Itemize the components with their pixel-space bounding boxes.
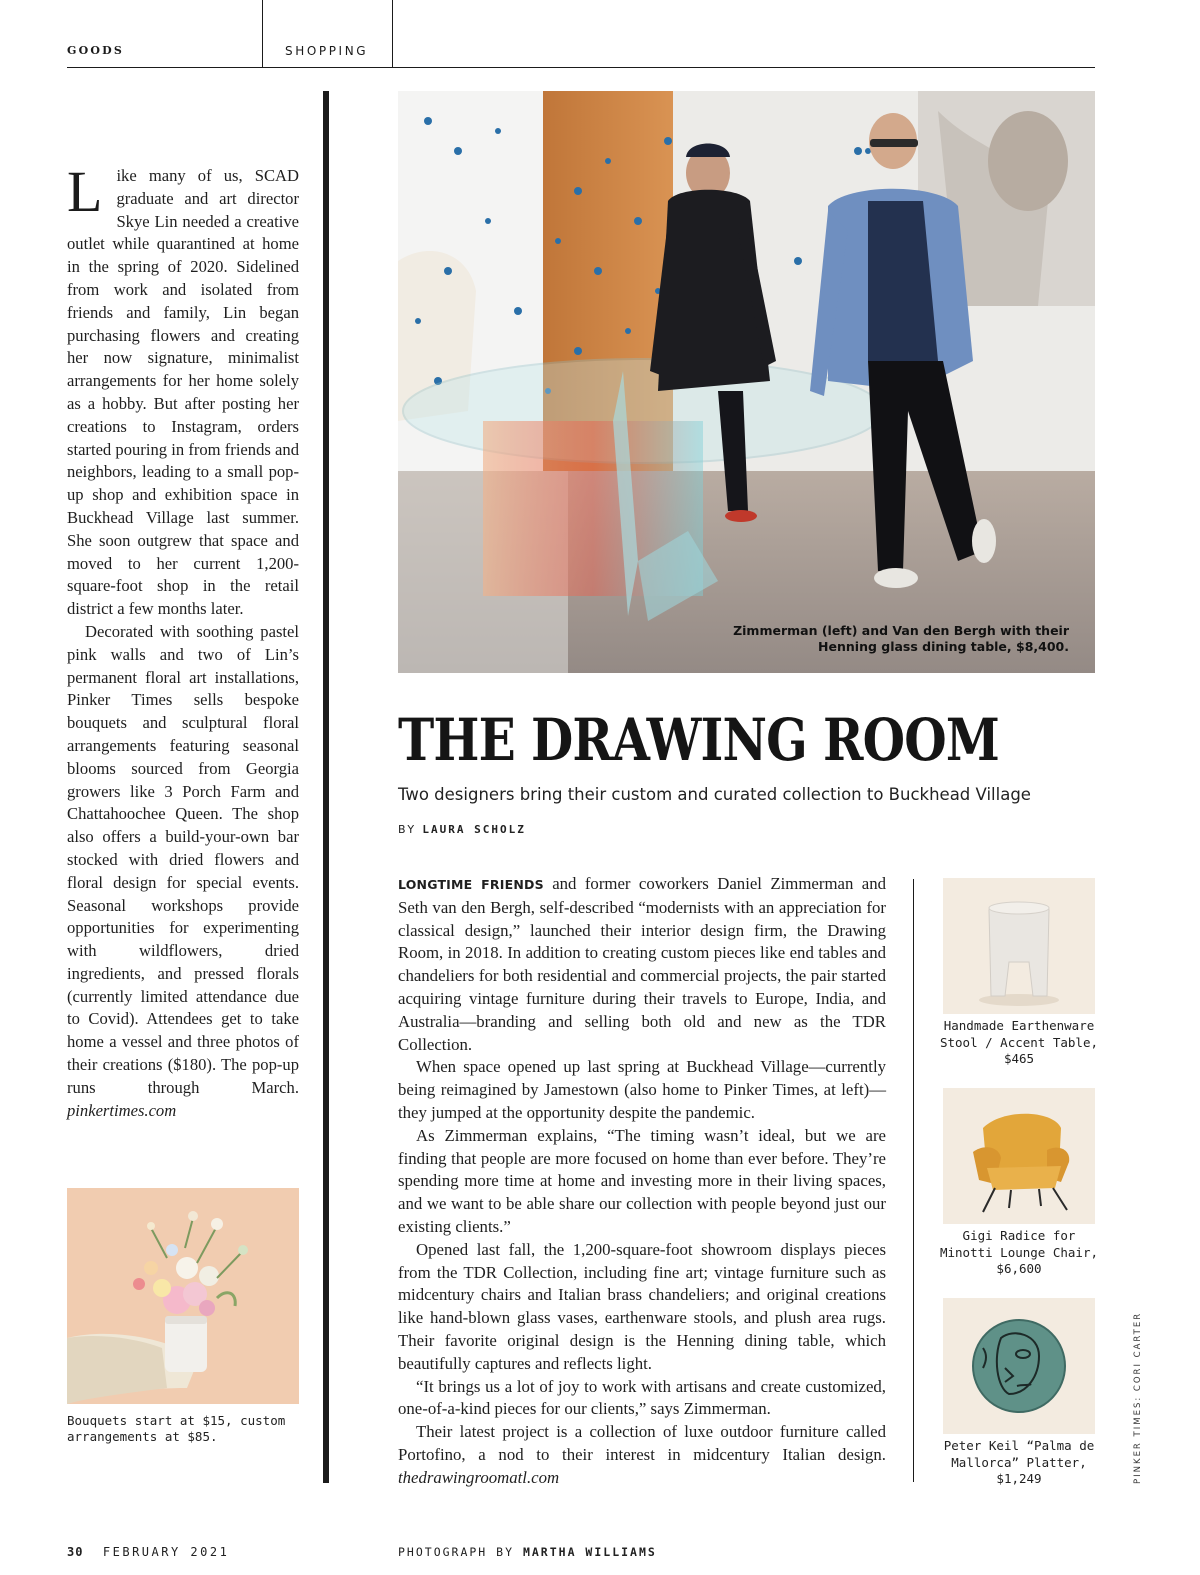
article-paragraph: Opened last fall, the 1,200-square-foot showroom displays pieces from the TDR Collection, including fine art; vintage furniture such as midcentury chairs and Italian brass chandeliers; and original creations like hand-blown glass vases, earthenware stools, and plush area rugs. Their favorite original design is the Henning dining table, which beautifully captures and reflects light. bbox=[398, 1239, 886, 1373]
bouquet-photo bbox=[67, 1188, 299, 1404]
header-rule bbox=[67, 67, 1095, 68]
hero-caption-line: Henning glass dining table, $8,400. bbox=[818, 639, 1069, 654]
product-caption: Handmade Earthenware Stool / Accent Table, $465 bbox=[939, 1018, 1099, 1066]
article-title: THE DRAWING ROOM bbox=[398, 706, 999, 774]
article-paragraph: As Zimmerman explains, “The timing wasn’t ideal, but we are finding that people are more focused on home than ever before. They’re spending more time at home and investing more in their living spaces, and we want to be able share our collection with people beyond just our existing clients.” bbox=[398, 1125, 886, 1236]
product-column-divider bbox=[913, 879, 914, 1482]
sidebar-paragraph: Decorated with soothing pastel pink walls and two of Lin’s permanent floral art installations, Pinker Times sells bespoke bouquets and sculptural floral arrangements featuring seasonal blooms sourced from Georgia growers like 3 Porch Farm and Chattahoochee Queen. The shop also offers a build-your-own bar stocked with dried flowers and floral design for special events. Seasonal workshops provide opportunities for experimenting with wildflowers, dried ingredients, and pressed florals (currently limited attendance due to Covid). Attendees get to take home a vessel and three photos of their creations ($180). The pop-up runs through March. bbox=[67, 621, 299, 1097]
header-divider bbox=[392, 0, 393, 67]
hero-photo bbox=[398, 91, 1095, 673]
product-caption: Gigi Radice for Minotti Lounge Chair, $6,600 bbox=[939, 1228, 1099, 1276]
sidebar-article bbox=[67, 159, 299, 1122]
article-body bbox=[398, 873, 886, 1490]
hero-caption bbox=[733, 623, 1069, 655]
lead-in: LONGTIME FRIENDS bbox=[398, 877, 544, 892]
byline-prefix: BY bbox=[398, 823, 417, 836]
article-subtitle: Two designers bring their custom and curated collection to Buckhead Village bbox=[398, 785, 1031, 804]
column-divider bbox=[323, 91, 329, 1483]
section-label: GOODS bbox=[67, 44, 125, 57]
article-paragraph: When space opened up last spring at Buckhead Village—currently being reimagined by Jamestown (also home to Pinker Times, at left)—they jumped at the opportunity despite the pandemic. bbox=[398, 1057, 886, 1122]
footer-page bbox=[67, 1545, 229, 1559]
platter-photo bbox=[943, 1298, 1095, 1434]
photo-credit bbox=[398, 1545, 657, 1559]
byline-author: LAURA SCHOLZ bbox=[422, 823, 526, 836]
product-caption: Peter Keil “Palma de Mallorca” Platter, $1,249 bbox=[943, 1438, 1095, 1486]
sidebar-paragraph: ike many of us, SCAD graduate and art director Skye Lin needed a creative outlet while quarantined at home in the spring of 2020. Sidelined from work and isolated from friends and family, Lin began purchasing flowers and creating her now signature, minimalist arrangements for her home solely as a hobby. But after posting her creations to Instagram, orders started pouring in from friends and neighbors, leading to a small pop-up shop and exhibition space in Buckhead Village last summer. She soon outgrew that space and moved to her current 1,200-square-foot shop in the retail district a few months later. bbox=[67, 166, 299, 619]
article-url: thedrawingroomatl.com bbox=[398, 1467, 560, 1487]
photo-credit-prefix: PHOTOGRAPH BY bbox=[398, 1545, 515, 1559]
hero-caption-line: Zimmerman (left) and Van den Bergh with their bbox=[733, 623, 1069, 638]
bouquet-photo-caption: Bouquets start at $15, custom arrangements at $85. bbox=[67, 1413, 286, 1444]
stool-photo bbox=[943, 878, 1095, 1014]
article-paragraph: “It brings us a lot of joy to work with artisans and create customized, one-of-a-kind pieces for our clients,” says Zimmerman. bbox=[398, 1376, 886, 1419]
page-number: 30 bbox=[67, 1545, 84, 1559]
article-paragraph: and former coworkers Daniel Zimmerman and Seth van den Bergh, self-described “modernists with an appreciation for classical design,” launched their interior design firm, the Drawing Room, in 2018. In addition to creating custom pieces like end tables and chandeliers for both residential and commercial projects, the pair started acquiring vintage furniture during their travels to Europe, India, and Australia—branding and selling both old and new as the TDR Collection. bbox=[398, 874, 886, 1054]
photo-credit-author: MARTHA WILLIAMS bbox=[522, 1545, 657, 1559]
issue-date: FEBRUARY 2021 bbox=[102, 1545, 230, 1559]
article-paragraph: Their latest project is a collection of luxe outdoor furniture called Portofino, a nod to their interest in midcentury Italian design. bbox=[398, 1422, 886, 1464]
category-label: SHOPPING bbox=[285, 44, 369, 58]
header-divider bbox=[262, 0, 263, 67]
drop-cap: L bbox=[67, 159, 103, 224]
lounge-chair-photo bbox=[943, 1088, 1095, 1224]
byline bbox=[398, 823, 526, 836]
photo-credit-side: PINKER TIMES: CORI CARTER bbox=[1133, 1311, 1143, 1484]
sidebar-url: pinkertimes.com bbox=[67, 1100, 177, 1120]
